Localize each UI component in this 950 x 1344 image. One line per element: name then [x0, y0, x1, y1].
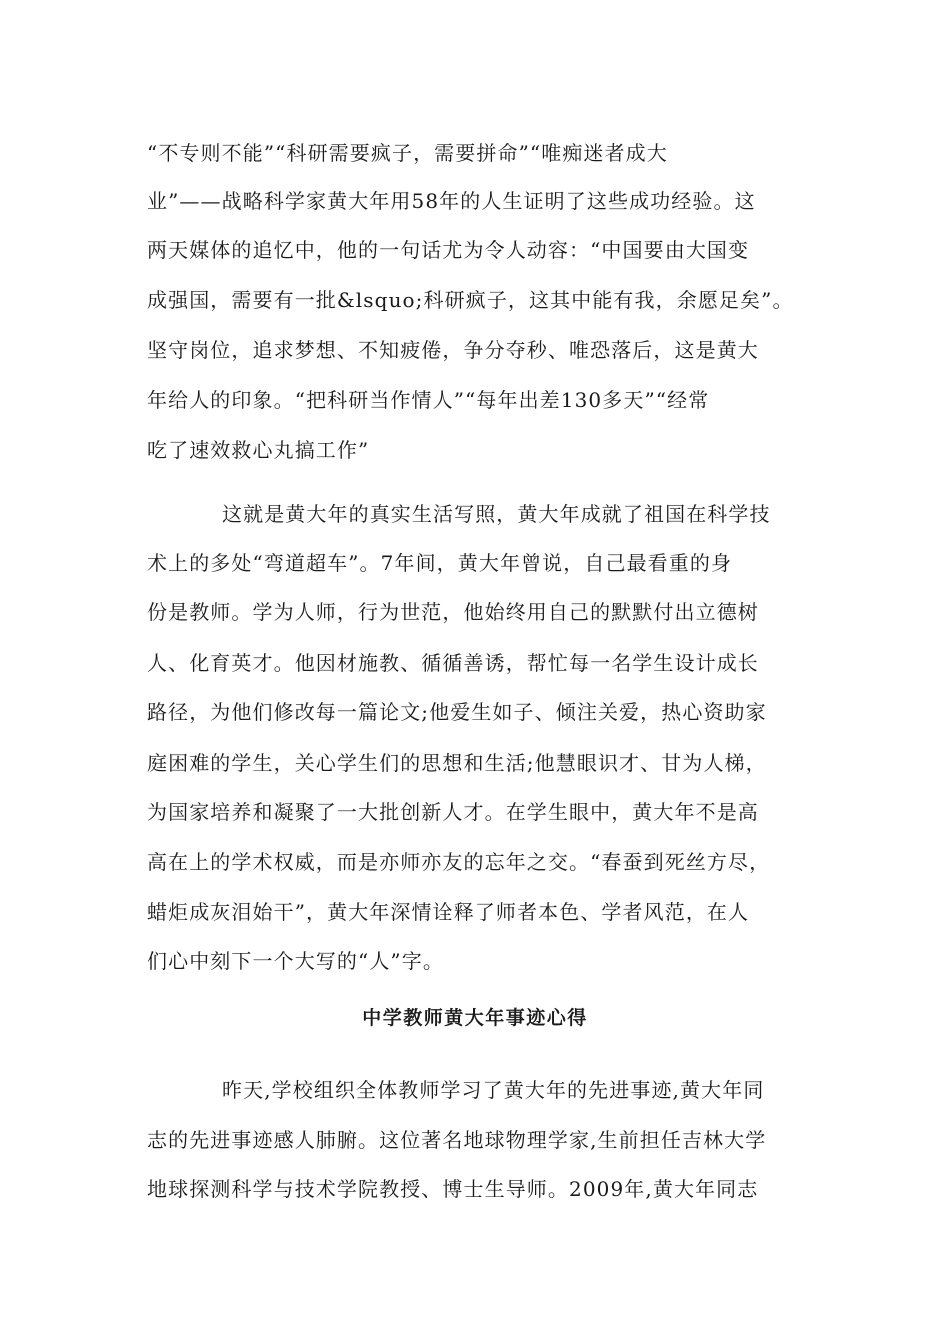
paragraph-line: 高在上的学术权威，而是亦师亦友的忘年之交。“春蚕到死丝方尽， [147, 850, 771, 874]
paragraph-line: 庭困难的学生，关心学生们的思想和生活;他慧眼识才、甘为人梯， [147, 751, 767, 775]
paragraph-line: 术上的多处“弯道超车”。7年间，黄大年曾说，自己最看重的身 [147, 551, 733, 575]
paragraph-line: 份是教师。学为人师，行为世范，他始终用自己的默默付出立德树 [147, 600, 759, 624]
paragraph-line: 志的先进事迹感人肺腑。这位著名地球物理学家,生前担任吉林大学 [147, 1128, 767, 1152]
paragraph-line: 业”——战略科学家黄大年用58年的人生证明了这些成功经验。这 [147, 189, 756, 213]
paragraph-line: 两天媒体的追忆中，他的一句话尤为令人动容：“中国要由大国变 [147, 238, 750, 262]
paragraph-line: 们心中刻下一个大写的“人”字。 [147, 949, 444, 973]
paragraph-line: 地球探测科学与技术学院教授、博士生导师。2009年,黄大年同志 [147, 1177, 759, 1201]
section-heading: 中学教师黄大年事迹心得 [362, 1007, 588, 1029]
paragraph-line: 蜡炬成灰泪始干”，黄大年深情诠释了师者本色、学者风范，在人 [147, 900, 750, 924]
paragraph-line: 昨天,学校组织全体教师学习了黄大年的先进事迹,黄大年同 [222, 1078, 765, 1102]
paragraph-line: 吃了速效救心丸搞工作” [147, 438, 370, 462]
paragraph-line: 为国家培养和凝聚了一大批创新人才。在学生眼中，黄大年不是高 [147, 800, 759, 824]
paragraph-line: 这就是黄大年的真实生活写照，黄大年成就了祖国在科学技 [222, 502, 771, 526]
paragraph-line: “不专则不能”“科研需要疯子，需要拼命”“唯痴迷者成大 [147, 141, 668, 165]
paragraph-line: 坚守岗位，追求梦想、不知疲倦，争分夺秒、唯恐落后，这是黄大 [147, 338, 759, 362]
paragraph-line: 成强国，需要有一批&lsquo;科研疯子，这其中能有我，余愿足矣”。 [147, 288, 794, 312]
paragraph-line: 路径，为他们修改每一篇论文;他爱生如子、倾注关爱，热心资助家 [147, 700, 767, 724]
paragraph-line: 年给人的印象。“把科研当作情人”“每年出差130多天”“经常 [147, 388, 710, 412]
paragraph-line: 人、化育英才。他因材施教、循循善诱，帮忙每一名学生设计成长 [147, 651, 759, 675]
